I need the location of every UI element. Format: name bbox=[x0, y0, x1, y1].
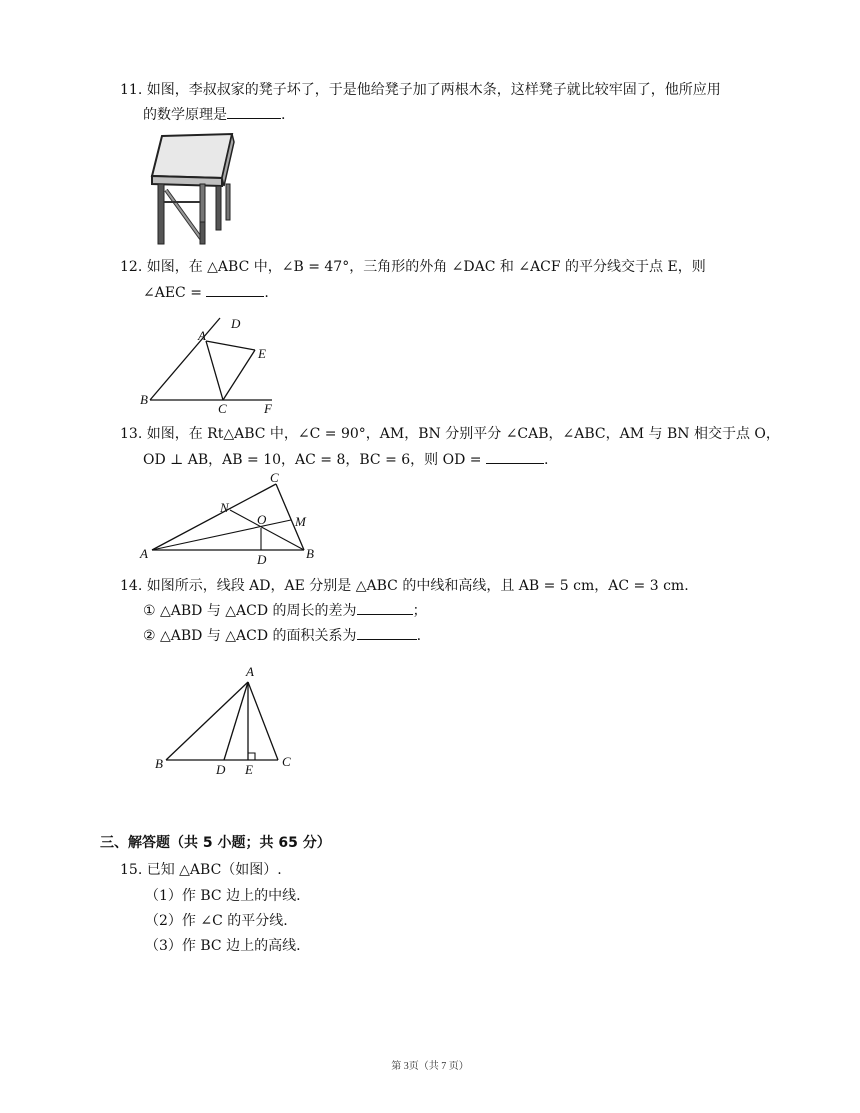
q11-end: . bbox=[281, 107, 286, 123]
q12-label-d: D bbox=[231, 316, 241, 331]
q14-label-e: E bbox=[245, 762, 253, 777]
q13-text-line1: 13. 如图，在 Rt△ABC 中，∠C = 90°，AM，BN 分别平分 ∠CAB，∠ABC，AM 与 BN 相交于点 O， bbox=[120, 426, 780, 442]
q12-text-line1: 12. 如图，在 △ABC 中，∠B = 47°，三角形的外角 ∠DAC 和 ∠ACF 的平分线交于点 E，则 bbox=[120, 259, 706, 275]
q12-label-e: E bbox=[258, 346, 266, 361]
q14-label-c: C bbox=[282, 754, 291, 769]
q12-answer-blank[interactable] bbox=[206, 282, 264, 297]
q13-label-c: C bbox=[270, 470, 279, 485]
q12-label-b: B bbox=[140, 392, 148, 407]
q12-label-f: F bbox=[264, 401, 272, 416]
q11-prompt: 的数学原理是 bbox=[143, 107, 227, 123]
q15-text-line1: 15. 已知 △ABC（如图）. bbox=[120, 862, 282, 878]
q14-sub1-prompt: ① △ABD 与 △ACD 的周长的差为 bbox=[143, 603, 357, 619]
q13-label-o: O bbox=[257, 512, 267, 527]
q12-triangle-figure bbox=[140, 312, 290, 417]
q13-label-n: N bbox=[220, 500, 229, 515]
q13-label-m: M bbox=[295, 514, 306, 529]
q15-part2: （2）作 ∠C 的平分线. bbox=[145, 913, 288, 929]
q14-label-d: D bbox=[216, 762, 226, 777]
q13-label-d: D bbox=[257, 552, 267, 567]
q14-sub2-answer-blank[interactable] bbox=[357, 625, 417, 640]
q13-prompt: OD ⊥ AB，AB = 10，AC = 8，BC = 6，则 OD = bbox=[143, 452, 482, 468]
page-footer: 第 3页（共 7 页） bbox=[391, 1061, 469, 1072]
q13-label-b: B bbox=[306, 546, 314, 561]
q14-sub2 bbox=[143, 625, 421, 646]
q13-label-a: A bbox=[140, 546, 148, 561]
q14-triangle-figure bbox=[150, 662, 300, 777]
q11-text-line1: 11. 如图，李叔叔家的凳子坏了，于是他给凳子加了两根木条，这样凳子就比较牢固了，他所应用 bbox=[120, 82, 721, 98]
q14-sub1-end: ； bbox=[412, 603, 427, 619]
q12-text-line2 bbox=[143, 282, 269, 303]
q15-part1: （1）作 BC 边上的中线. bbox=[145, 888, 301, 904]
q12-end: . bbox=[264, 285, 269, 301]
q11-text-line2 bbox=[143, 104, 285, 125]
q12-label-c: C bbox=[218, 401, 227, 416]
section-3-heading: 三、解答题（共 5 小题；共 65 分） bbox=[100, 835, 331, 851]
q14-label-b: B bbox=[155, 756, 163, 771]
q14-sub1-answer-blank[interactable] bbox=[357, 600, 413, 615]
q14-sub2-end: . bbox=[416, 628, 422, 644]
q13-end: . bbox=[543, 452, 549, 468]
q15-part3: （3）作 BC 边上的高线. bbox=[145, 938, 301, 954]
q14-sub2-prompt: ② △ABD 与 △ACD 的面积关系为 bbox=[143, 628, 357, 644]
q13-text-line2 bbox=[143, 449, 548, 470]
stool-figure bbox=[140, 132, 240, 247]
q11-answer-blank[interactable] bbox=[227, 104, 281, 119]
q14-text-line1: 14. 如图所示，线段 AD，AE 分别是 △ABC 的中线和高线，且 AB = 5 cm，AC = 3 cm. bbox=[120, 578, 689, 594]
q14-label-a: A bbox=[246, 664, 254, 679]
q12-label-a: A bbox=[198, 328, 206, 343]
q12-prompt: ∠AEC = bbox=[143, 285, 202, 301]
q13-answer-blank[interactable] bbox=[486, 449, 544, 464]
q13-triangle-figure bbox=[140, 472, 320, 567]
q14-sub1 bbox=[143, 600, 427, 621]
